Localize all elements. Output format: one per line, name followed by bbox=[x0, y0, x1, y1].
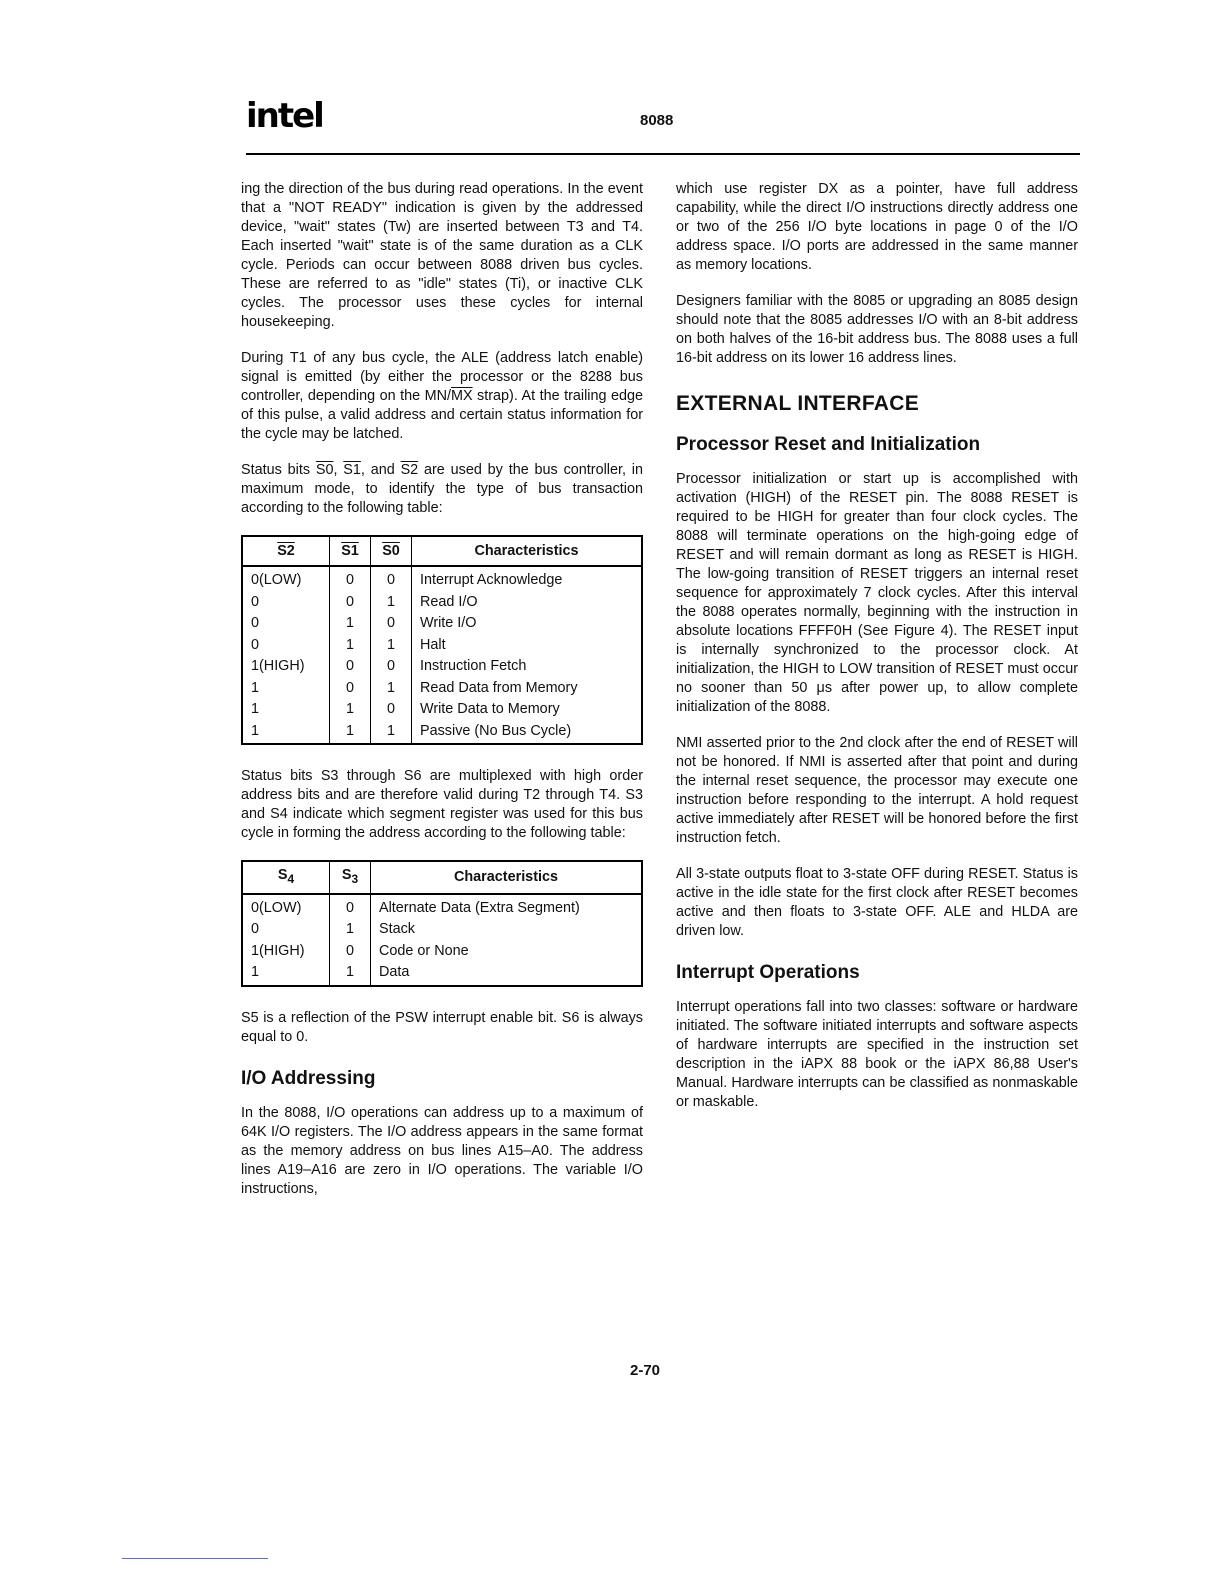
right-column bbox=[676, 180, 1078, 1129]
table-row: 1 1 0 Write Data to Memory bbox=[242, 699, 642, 721]
section-heading-processor-reset: Processor Reset and Initialization bbox=[676, 434, 981, 455]
table-row: 0 1 Stack bbox=[242, 919, 642, 941]
table-row: 1(HIGH) 0 Code or None bbox=[242, 941, 642, 963]
status-s0-s2-table bbox=[241, 535, 643, 745]
table-row: 0(LOW) 0 0 Interrupt Acknowledge bbox=[242, 566, 642, 592]
table-row: 0 0 1 Read I/O bbox=[242, 592, 642, 614]
table-row: 1 0 1 Read Data from Memory bbox=[242, 678, 642, 700]
paragraph: During T1 of any bus cycle, the ALE (address latch enable) signal is emitted (by either the processor or the 8288 bus controller, depending on the $MN/\overline{MX}$ strap). At the trailing edge of this pulse, a valid address and certain status information for the cycle may be latched. bbox=[241, 350, 643, 442]
table-row: 0 1 0 Write I/O bbox=[242, 613, 642, 635]
paragraph: All 3-state outputs float to 3-state OFF during RESET. Status is active in the idle state for the first clock after RESET becomes active and then floats to 3-state OFF. ALE and HLDA are driven low. bbox=[676, 866, 1078, 939]
table-header: $S_3$ bbox=[330, 861, 371, 894]
table-row: 1(HIGH) 0 0 Instruction Fetch bbox=[242, 656, 642, 678]
table-row: 1 1 Data bbox=[242, 962, 642, 986]
table-header: Characteristics bbox=[371, 861, 643, 894]
paragraph: S5 is a reflection of the PSW interrupt enable bit. S6 is always equal to 0. bbox=[241, 1009, 643, 1045]
table-row: 1 1 1 Passive (No Bus Cycle) bbox=[242, 721, 642, 745]
table-header: S2 bbox=[242, 536, 330, 566]
paragraph: Designers familiar with the 8085 or upgrading an 8085 design should note that the 8085 addresses I/O with an 8-bit address on both halves of the 16-bit address bus. The 8088 uses a full 16-bit address on its lower 16 address lines. bbox=[676, 293, 1078, 366]
table-header: Characteristics bbox=[412, 536, 643, 566]
page-number: 2-70 bbox=[630, 1362, 661, 1379]
paragraph: Status bits S0, S1, and S2 are used by the bus controller, in maximum mode, to identify the type of bus transaction according to the following table: bbox=[241, 462, 643, 516]
table-row: 0 1 1 Halt bbox=[242, 635, 642, 657]
section-heading-io-addressing: I/O Addressing bbox=[241, 1067, 376, 1089]
paragraph: which use register DX as a pointer, have full address capability, while the direct I/O instructions directly address one or two of the 256 I/O byte locations in page 0 of the I/O address space. I/O ports are addressed in the same manner as memory locations. bbox=[676, 181, 1078, 273]
section-heading-external-interface: EXTERNAL INTERFACE bbox=[676, 392, 920, 415]
left-column bbox=[241, 180, 643, 1216]
intel-logo: intel bbox=[246, 96, 323, 136]
section-heading-interrupt-operations: Interrupt Operations bbox=[676, 962, 860, 983]
paragraph: ing the direction of the bus during read operations. In the event that a "NOT READY" indication is given by the addressed device, "wait" states (Tw) are inserted between T3 and T4. Each inserted "wait" state is of the same duration as a CLK cycle. Periods can occur between 8088 driven bus cycles. These are referred to as "idle" states (Ti), or inactive CLK cycles. The processor uses these cycles for internal housekeeping. bbox=[241, 181, 643, 330]
paragraph: NMI asserted prior to the 2nd clock after the end of RESET will not be honored. If NMI is asserted after that point and during the internal reset sequence, the processor may execute one instruction before responding to the interrupt. A hold request active immediately after RESET will be honored before the first instruction fetch. bbox=[676, 735, 1078, 846]
table-header: S1 bbox=[330, 536, 371, 566]
paragraph: In the 8088, I/O operations can address up to a maximum of 64K I/O registers. The I/O address appears in the same format as the memory address on bus lines A15–A0. The address lines A19–A16 are zero in I/O operations. The variable I/O instructions, bbox=[241, 1104, 643, 1197]
header-rule bbox=[246, 153, 1080, 155]
paragraph: Processor initialization or start up is accomplished with activation (HIGH) of the RESET pin. The 8088 RESET is required to be HIGH for greater than four clock cycles. The 8088 will terminate operations on the high-going edge of RESET and will remain dormant as long as RESET is HIGH. The low-going transition of RESET triggers an internal reset sequence for approximately 7 clock cycles. After this interval the 8088 operates normally, beginning with the instruction in absolute locations FFFF0H (See Figure 4). The RESET input is internally synchronized to the processor clock. At initialization, the HIGH to LOW transition of RESET must occur no sooner than 50 μs after power up, to allow complete initialization of the 8088. bbox=[676, 471, 1078, 715]
paragraph: Status bits S3 through S6 are multiplexed with high order address bits and are therefore valid during T2 through T4. S3 and S4 indicate which segment register was used for this bus cycle in forming the address according to the following table: bbox=[241, 768, 643, 841]
table-header: $S_4$ bbox=[242, 861, 330, 894]
paragraph: Interrupt operations fall into two classes: software or hardware initiated. The software initiated interrupts and software aspects of hardware interrupts are specified in the instruction set description in the iAPX 88 book or the iAPX 86,88 User's Manual. Hardware interrupts can be classified as nonmaskable or maskable. bbox=[676, 999, 1078, 1110]
footnote-rule bbox=[122, 1558, 268, 1559]
table-header: S0 bbox=[371, 536, 412, 566]
part-number: 8088 bbox=[640, 112, 674, 129]
table-row: 0(LOW) 0 Alternate Data (Extra Segment) bbox=[242, 894, 642, 920]
segment-s3-s4-table bbox=[241, 860, 643, 987]
